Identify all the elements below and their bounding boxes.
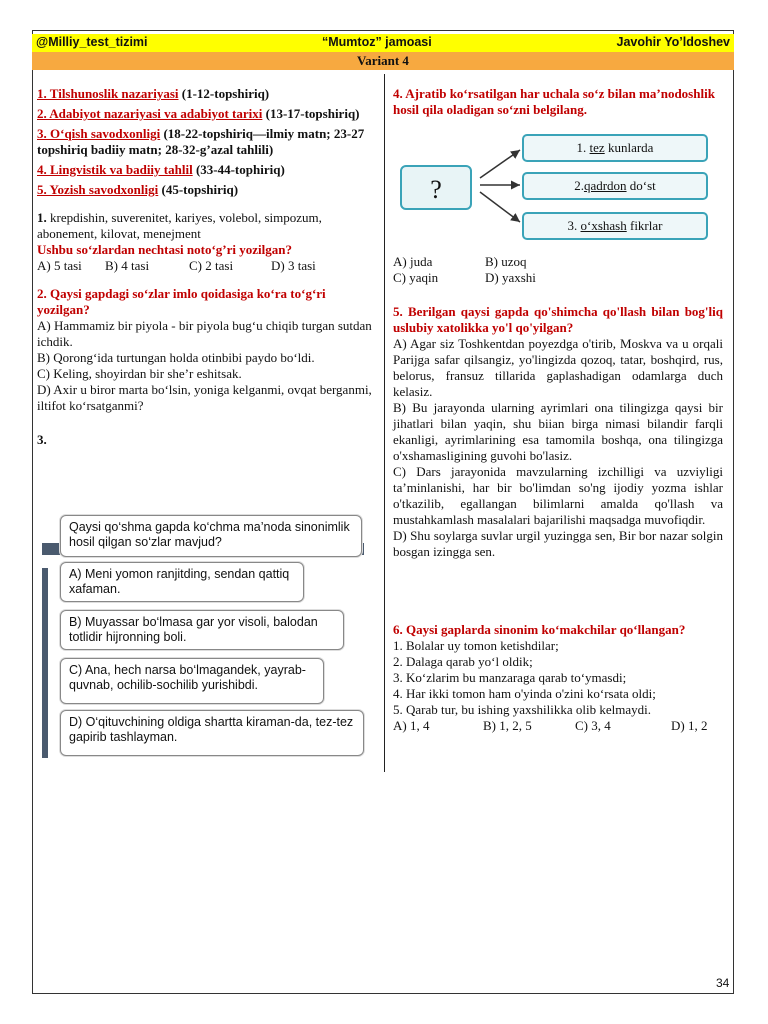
q1-number: 1. <box>37 210 47 225</box>
q1-question: Ushbu so‘zlardan nechtasi noto‘g’ri yozilgan? <box>37 242 292 257</box>
question-6 <box>393 622 723 734</box>
diagram-item: 2.qadrdon do‘st <box>522 172 708 200</box>
section-title: 2. Adabiyot nazariyasi va adabiyot tarixi <box>37 106 263 121</box>
option[interactable]: C) yaqin <box>393 270 439 285</box>
section-title: 4. Lingvistik va badiiy tahlil <box>37 162 193 177</box>
header-center: “Mumtoz” jamoasi <box>322 35 432 49</box>
section-range: (1-12-topshiriq) <box>178 86 270 101</box>
option[interactable]: D) 1, 2 <box>671 718 708 733</box>
option[interactable]: B) 4 tasi <box>105 258 150 273</box>
q3-number: 3. <box>37 432 47 447</box>
option[interactable]: D) Axir u biror marta bo‘lsin, yoniga kelganmi, ovqat berganmi, iltifot ko‘rsatganmi? <box>37 382 372 413</box>
option[interactable]: B) Muyassar bo‘lmasa gar yor visoli, balodan totlidir hijronning boli. <box>60 610 344 650</box>
option[interactable]: D) 3 tasi <box>271 258 316 273</box>
q2-question: 2. Qaysi gapdagi so‘zlar imlo qoidasiga ko‘ra to‘g‘ri yozilgan? <box>37 286 326 317</box>
header-right: Javohir Yo’ldoshev <box>616 35 730 49</box>
option[interactable]: A) juda <box>393 254 433 269</box>
option[interactable]: C) 2 tasi <box>189 258 234 273</box>
section-title: 5. Yozish savodxonligi <box>37 182 159 197</box>
sentence: 2. Dalaga qarab yo‘l oldik; <box>393 654 533 669</box>
option[interactable]: D) O‘qituvchining oldiga shartta kiraman-da, tez-tez gapirib tashlayman. <box>60 710 364 756</box>
q5-question: 5. Berilgan qaysi gapda qo'shimcha qo'llash bilan bog'liq uslubiy xatolikka yo'l qo'yilgan? <box>393 304 723 335</box>
page-number: 34 <box>716 976 730 990</box>
header-left: @Milliy_test_tizimi <box>36 35 148 49</box>
section-list <box>37 86 377 198</box>
section-range: (45-topshiriq) <box>158 182 239 197</box>
q6-question: 6. Qaysi gaplarda sinonim ko‘makchilar qo‘llangan? <box>393 622 686 637</box>
column-divider <box>384 74 385 772</box>
option[interactable]: C) Dars jarayonida mavzularning izchilligi va uzviyligi ta’minlanishi, har bir bo'limdan so'ng ijodiy yozma ishlar o'tkazilib, egallangan bilimlarni amalda qo'llash va mustahkamlash masalalari bajarilishi maqsadga muvofiqdir. <box>393 464 723 527</box>
option[interactable]: A) Agar siz Toshkentdan poyezdga o'tirib, Moskva va u orqali Parijga safar qilsangiz, yo'lingizda qozoq, tatar, boshqird, rus, belorus, fransuz tillarida gaplashadigan odamlarga duch kelasiz. <box>393 336 723 399</box>
diagram-item: 1. tez kunlarda <box>522 134 708 162</box>
question-2 <box>37 286 377 414</box>
option[interactable]: B) Bu jarayonda ularning ayrimlari ona tilingizga qaysi bir jihatlari bilan yaqin, shu biian birga nimasi bilandir farqli ekanligi, ayrimlarining esa tamomila boshqa, ona tilingizga o'xshamasligining guvohi bo'lasiz. <box>393 400 723 463</box>
section-range: (13-17-topshiriq) <box>262 106 360 121</box>
sentence: 3. Ko‘zlarim bu manzaraga qarab to‘ymasdi; <box>393 670 627 685</box>
section-range: (18-22-topshiriq—ilmiy matn; 23-27 topshiriq badiiy matn; 28-32-g’azal tahlili) <box>37 126 365 157</box>
section-title: 1. Tilshunoslik nazariyasi <box>37 86 179 101</box>
option[interactable]: B) 1, 2, 5 <box>483 718 532 733</box>
sentence: 4. Har ikki tomon ham o'yinda o'zini ko‘rsata oldi; <box>393 686 656 701</box>
option[interactable]: A) 1, 4 <box>393 718 430 733</box>
variant-title: Variant 4 <box>32 52 734 70</box>
q4-question: 4. Ajratib ko‘rsatilgan har uchala so‘z bilan ma’nodoshlik hosil qila oladigan so‘zni belgilang. <box>393 86 715 117</box>
section-title: 3. O‘qish savodxonligi <box>37 126 161 141</box>
option[interactable]: A) 5 tasi <box>37 258 82 273</box>
option[interactable]: C) 3, 4 <box>575 718 611 733</box>
question-mark-box: ? <box>400 165 472 210</box>
option[interactable]: B) uzoq <box>485 254 527 269</box>
question-1 <box>37 210 377 274</box>
q4-options <box>393 254 723 286</box>
q3-side-bar <box>42 568 48 758</box>
option[interactable]: A) Meni yomon ranjitding, sendan qattiq xafaman. <box>60 562 304 602</box>
option[interactable]: B) Qorong‘ida turtungan holda otinbibi paydo bo‘ldi. <box>37 350 315 365</box>
diagram-item: 3. o‘xshash fikrlar <box>522 212 708 240</box>
option[interactable]: C) Keling, shoyirdan bir she’r eshitsak. <box>37 366 242 381</box>
option[interactable]: A) Hammamiz bir piyola - bir piyola bug‘u chiqib turgan sutdan ichdik. <box>37 318 372 349</box>
section-range: (33-44-tophiriq) <box>192 162 285 177</box>
q1-text: krepdishin, suverenitet, kariyes, volebol, simpozum, abonement, kilovat, menejment <box>37 210 322 241</box>
option[interactable]: D) Shu soylarga suvlar urgil yuzingga sen, Bir bor nazar solgin bosgan izingga sen. <box>393 528 723 559</box>
right-column <box>393 86 723 118</box>
option[interactable]: C) Ana, hech narsa bo‘lmagandek, yayrab-quvnab, ochilib-sochilib yurishibdi. <box>60 658 324 704</box>
option[interactable]: D) yaxshi <box>485 270 536 285</box>
sentence: 1. Bolalar uy tomon ketishdilar; <box>393 638 559 653</box>
arrows-icon <box>470 140 530 240</box>
left-column <box>37 86 377 448</box>
sentence: 5. Qarab tur, bu ishing yaxshilikka olib kelmaydi. <box>393 702 651 717</box>
q3-question-box: Qaysi qo‘shma gapda ko‘chma ma’noda sinonimlik hosil qilgan so‘zlar mavjud? <box>60 515 362 557</box>
q1-options <box>37 258 377 274</box>
question-5 <box>393 304 723 560</box>
header-bar <box>32 34 734 52</box>
